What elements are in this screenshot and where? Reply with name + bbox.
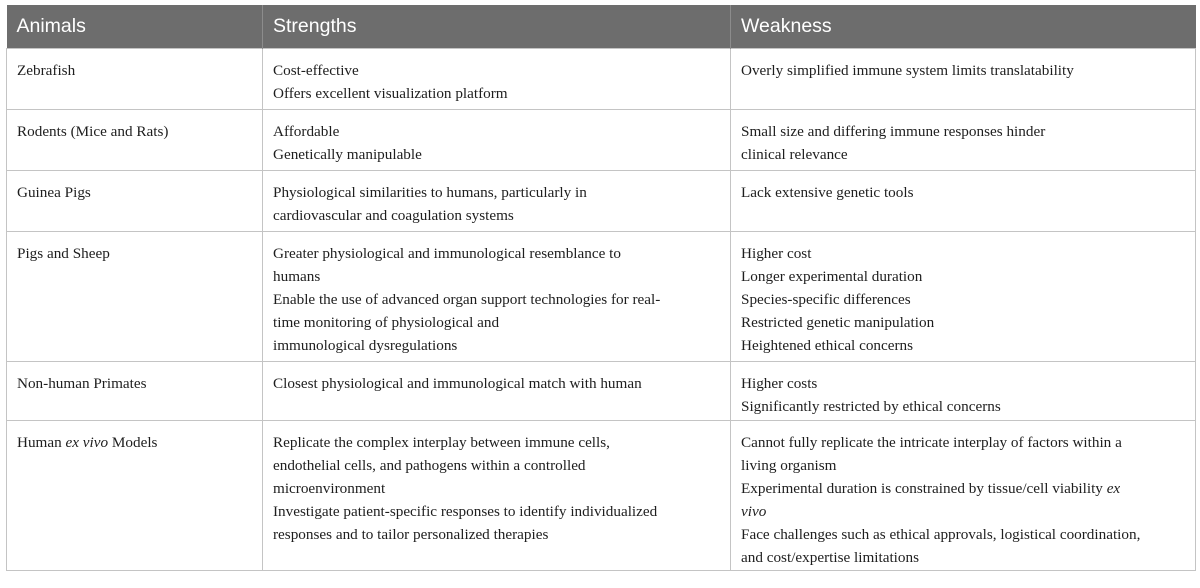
- header-weakness: Weakness: [731, 5, 1196, 48]
- weakness-item: Significantly restricted by ethical concerns: [741, 397, 1001, 415]
- animal-cell: Zebrafish: [7, 48, 263, 109]
- table-row: [7, 109, 1196, 170]
- weakness-item: Higher costs: [741, 374, 818, 392]
- weakness-item: Face challenges such as ethical approvals, logistical coordination,: [741, 525, 1141, 543]
- strength-item: cardiovascular and coagulation systems: [273, 206, 514, 224]
- weakness-cell: [731, 170, 1196, 231]
- strength-item: humans: [273, 267, 321, 285]
- animal-prefix: Human: [17, 433, 66, 451]
- header-row: [7, 5, 1196, 48]
- strength-item: microenvironment: [273, 479, 386, 497]
- strength-item: Physiological similarities to humans, particularly in: [273, 183, 587, 201]
- animal-suffix: Models: [108, 433, 158, 451]
- strengths-cell: [263, 170, 731, 231]
- animal-cell: Guinea Pigs: [7, 170, 263, 231]
- weakness-cell: [731, 361, 1196, 420]
- weakness-italic: vivo: [741, 502, 767, 520]
- strengths-cell: [263, 109, 731, 170]
- animal-cell: Rodents (Mice and Rats): [7, 109, 263, 170]
- strength-item: responses and to tailor personalized therapies: [273, 525, 549, 543]
- weakness-item: Species-specific differences: [741, 290, 911, 308]
- strengths-cell: [263, 361, 731, 420]
- weakness-item: Small size and differing immune responses hinder: [741, 122, 1046, 140]
- weakness-cell: [731, 48, 1196, 109]
- table-row: [7, 48, 1196, 109]
- weakness-cell: [731, 420, 1196, 570]
- strength-item: Affordable: [273, 122, 340, 140]
- weakness-cell: [731, 231, 1196, 361]
- table-row: [7, 420, 1196, 570]
- weakness-cell: [731, 109, 1196, 170]
- weakness-text: Experimental duration is constrained by tissue/cell viability: [741, 479, 1107, 497]
- strength-item: endothelial cells, and pathogens within a controlled: [273, 456, 586, 474]
- strength-item: Greater physiological and immunological resemblance to: [273, 244, 621, 262]
- weakness-item: Higher cost: [741, 244, 812, 262]
- animal-cell: [7, 420, 263, 570]
- strength-item: Investigate patient-specific responses to identify individualized: [273, 502, 658, 520]
- strength-item: Enable the use of advanced organ support technologies for real-: [273, 290, 661, 308]
- strength-item: Replicate the complex interplay between immune cells,: [273, 433, 610, 451]
- strength-item: Offers excellent visualization platform: [273, 84, 508, 102]
- animal-italic: ex vivo: [65, 433, 109, 451]
- animal-models-table: [6, 5, 1196, 571]
- weakness-item: Overly simplified immune system limits translatability: [741, 61, 1074, 79]
- header-strengths: Strengths: [263, 5, 731, 48]
- table-header: [7, 5, 1196, 48]
- weakness-item: Lack extensive genetic tools: [741, 183, 914, 201]
- table-row: [7, 231, 1196, 361]
- strengths-cell: [263, 48, 731, 109]
- strengths-cell: [263, 231, 731, 361]
- weakness-item: living organism: [741, 456, 837, 474]
- strength-item: Genetically manipulable: [273, 145, 422, 163]
- weakness-item: [741, 477, 1187, 500]
- weakness-item: Cannot fully replicate the intricate interplay of factors within a: [741, 433, 1122, 451]
- weakness-item: Longer experimental duration: [741, 267, 923, 285]
- strength-item: time monitoring of physiological and: [273, 313, 500, 331]
- table-body: [7, 48, 1196, 570]
- strength-item: immunological dysregulations: [273, 336, 458, 354]
- strength-item: Cost-effective: [273, 61, 359, 79]
- animal-cell: Pigs and Sheep: [7, 231, 263, 361]
- table-row: [7, 170, 1196, 231]
- animal-cell: Non-human Primates: [7, 361, 263, 420]
- weakness-item: clinical relevance: [741, 145, 848, 163]
- weakness-item: Heightened ethical concerns: [741, 336, 914, 354]
- strength-item: Closest physiological and immunological match with human: [273, 374, 642, 392]
- strengths-cell: [263, 420, 731, 570]
- weakness-italic: ex: [1106, 479, 1121, 497]
- weakness-item: and cost/expertise limitations: [741, 548, 919, 566]
- header-animals: Animals: [7, 5, 263, 48]
- weakness-item: [741, 500, 1187, 523]
- table-row: [7, 361, 1196, 420]
- weakness-item: Restricted genetic manipulation: [741, 313, 935, 331]
